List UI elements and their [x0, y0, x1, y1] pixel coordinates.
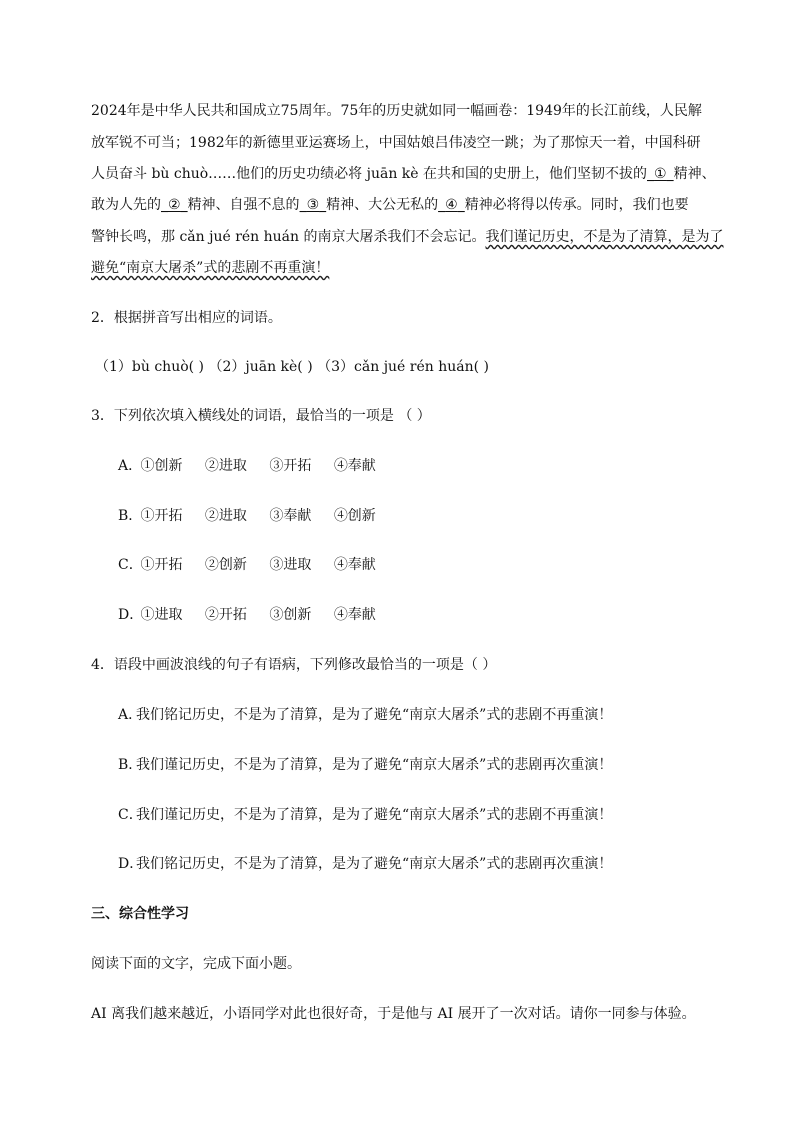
option-item: ④奉献	[333, 607, 376, 623]
option-label: C．	[118, 557, 143, 573]
passage-line-4-d: 精神必将得以传承。同时，我们也要	[464, 197, 689, 213]
option-item: ④奉献	[333, 557, 376, 573]
q4-option-b[interactable]	[118, 756, 612, 774]
passage-line-2: 放军锐不可当；1982年的新德里亚运赛场上，中国姑娘吕伟凌空一跳；为了那惊天一着，中国科研	[91, 135, 701, 151]
option-label: D．	[118, 856, 144, 872]
option-label: B．	[118, 757, 143, 773]
option-label: B．	[118, 508, 143, 524]
option-item: ③进取	[269, 557, 312, 573]
q3-title: 3．下列依次填入横线处的词语，最恰当的一项是 （ ）	[91, 408, 431, 424]
option-item: ②进取	[204, 508, 247, 524]
option-item: ④创新	[333, 508, 376, 524]
section-instruction: 阅读下面的文字，完成下面小题。	[91, 956, 301, 972]
option-item: ②开拓	[204, 607, 247, 623]
passage-line-3-text: 人员奋斗 bù chuò……他们的历史功绩必将 juān kè 在共和国的史册上，他们坚韧不拔的	[91, 166, 648, 182]
passage-line-4	[91, 196, 689, 214]
option-item: ①开拓	[140, 508, 183, 524]
q4-option-a[interactable]	[118, 706, 612, 724]
q3-option-d[interactable]	[118, 606, 394, 624]
passage-line-3-end: 精神、	[673, 166, 716, 182]
option-item: ③创新	[269, 607, 312, 623]
option-item: ③开拓	[269, 458, 312, 474]
q3-option-b[interactable]	[118, 507, 394, 525]
option-item: ④奉献	[333, 458, 376, 474]
q2-title: 2．根据拼音写出相应的词语。	[91, 310, 282, 326]
passage-line-1: 2024年是中华人民共和国成立75周年。75年的历史就如同一幅画卷：1949年的长江前线，人民解	[91, 103, 702, 119]
blank-1: _①_	[647, 166, 674, 182]
passage-line-5-text: 警钟长鸣，那 cǎn jué rén huán 的南京大屠杀我们不会忘记。	[91, 229, 486, 245]
wavy-sentence-part-1: 我们谨记历史，不是为了清算，是为了	[485, 229, 724, 245]
blank-4: _④_	[438, 197, 465, 213]
option-item: ①开拓	[140, 557, 183, 573]
blank-3: _③_	[299, 197, 327, 213]
option-label: C．	[118, 807, 143, 823]
blank-2: _②_	[161, 197, 188, 213]
option-text: 我们谨记历史，不是为了清算，是为了避免“南京大屠杀”式的悲剧不再重演！	[136, 807, 613, 823]
section-intro: AI 离我们越来越近，小语同学对此也很好奇，于是他与 AI 展开了一次对话。请你一同参与体验。	[91, 1006, 696, 1022]
passage-line-6	[91, 259, 329, 277]
q4-title: 4．语段中画波浪线的句子有语病，下列修改最恰当的一项是（ ）	[91, 657, 497, 673]
passage-line-5	[91, 228, 724, 246]
option-text: 我们谨记历史，不是为了清算，是为了避免“南京大屠杀”式的悲剧再次重演！	[136, 757, 613, 773]
option-text: 我们铭记历史，不是为了清算，是为了避免“南京大屠杀”式的悲剧再次重演！	[136, 856, 613, 872]
section-heading: 三、综合性学习	[91, 906, 189, 922]
q3-option-a[interactable]	[118, 457, 394, 475]
option-item: ②创新	[204, 557, 247, 573]
passage-line-4-b: 精神、自强不息的	[187, 197, 300, 213]
option-item: ①进取	[140, 607, 183, 623]
option-item: ①创新	[140, 458, 183, 474]
q4-option-d[interactable]	[118, 855, 612, 873]
wavy-sentence-part-2: 避免“南京大屠杀”式的悲剧不再重演！	[91, 260, 330, 276]
passage-line-3	[91, 165, 716, 183]
passage-line-4-a: 敢为人先的	[91, 197, 161, 213]
option-label: A．	[118, 707, 143, 723]
option-label: A．	[118, 458, 143, 474]
passage-line-4-c: 精神、大公无私的	[326, 197, 439, 213]
option-text: 我们铭记历史，不是为了清算，是为了避免“南京大屠杀”式的悲剧不再重演！	[136, 707, 613, 723]
q4-option-c[interactable]	[118, 806, 612, 824]
option-label: D．	[118, 607, 144, 623]
q3-option-c[interactable]	[118, 556, 394, 574]
q2-items: （1）bù chuò( ) （2）juān kè( ) （3）cǎn jué rén huán( )	[95, 359, 490, 375]
option-item: ③奉献	[269, 508, 312, 524]
option-item: ②进取	[204, 458, 247, 474]
